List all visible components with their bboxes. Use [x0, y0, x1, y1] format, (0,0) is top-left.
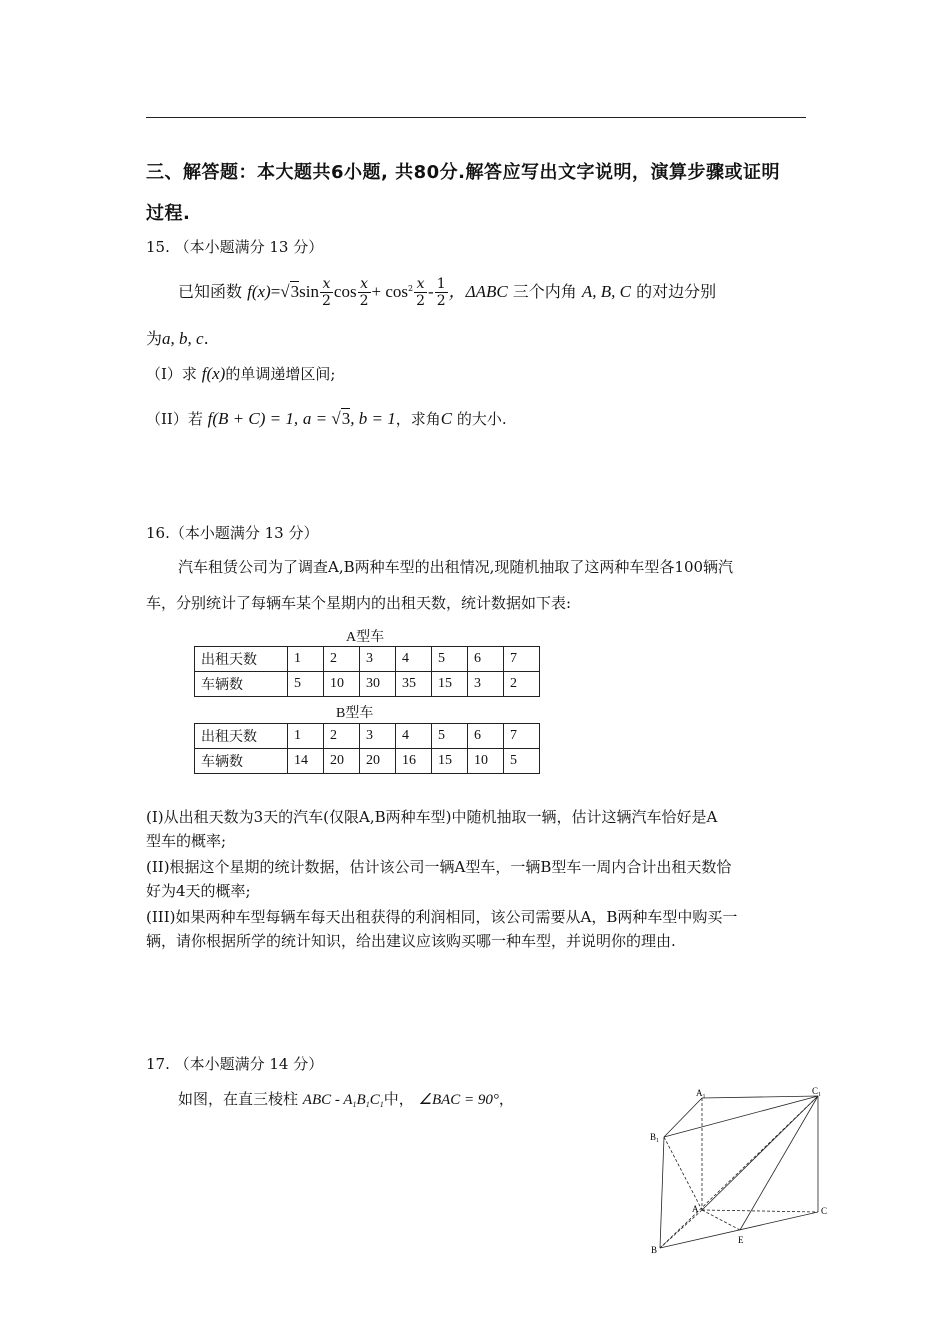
q15-function-line — [178, 276, 716, 309]
q15-part2 — [146, 408, 507, 429]
edge-AB — [660, 1210, 702, 1248]
label-A1 — [696, 1088, 706, 1100]
frac-den: 2 — [359, 293, 369, 309]
q15-sides: a, b, c — [162, 329, 204, 348]
q15-opp: 的对边分别 — [636, 282, 717, 301]
q17-sub: 1 — [365, 1100, 370, 1109]
q16-part3-line2: 辆，请你根据所学的统计知识，给出建议应该购买哪一种车型，并说明你的理由. — [146, 932, 676, 950]
q16-part2-line2: 好为4天的概率; — [146, 882, 251, 900]
table-b-caption: B型车 — [336, 706, 374, 721]
q17-prism — [303, 1092, 384, 1108]
table-cell: 20 — [360, 749, 396, 774]
q17-prism-c: C — [369, 1092, 380, 1108]
q15-frac-x2-b — [358, 276, 371, 309]
table-row — [195, 724, 540, 749]
label-C: C — [821, 1206, 828, 1216]
sqrt-symbol: √ — [331, 409, 341, 428]
table-cell: 6 — [468, 647, 504, 672]
q17-mid: 中， — [383, 1090, 414, 1108]
edge-B1A1 — [664, 1098, 702, 1137]
q15-part2-b: , b = 1 — [350, 409, 396, 428]
table-cell: 3 — [360, 647, 396, 672]
table-row — [195, 749, 540, 774]
q15-part1-fx: f(x) — [201, 364, 226, 383]
edge-B1A — [664, 1137, 702, 1210]
q15-plus-cos: + cos — [371, 282, 408, 301]
q15-part2-prefix: （II）若 — [146, 410, 203, 428]
table-cell: 20 — [324, 749, 360, 774]
edge-EC1 — [740, 1096, 818, 1230]
table-row — [195, 647, 540, 672]
q15-part2-suffix: 的大小. — [456, 410, 507, 428]
label-text: A — [696, 1088, 703, 1098]
frac-num: x — [414, 276, 427, 293]
q15-part1 — [146, 363, 335, 384]
q15-line2 — [146, 326, 209, 349]
table-cell: 7 — [504, 647, 540, 672]
q16-part1-line1: (I)从出租天数为3天的汽车(仅限A,B两种车型)中随机抽取一辆，估计这辆汽车恰好是A — [146, 808, 718, 826]
edge-B1C1 — [664, 1096, 818, 1137]
q17-sub: 1 — [352, 1100, 357, 1109]
table-cell: 5 — [288, 672, 324, 697]
section-title-line1: 三、解答题：本大题共6小题, 共80分.解答应写出文字说明，演算步骤或证明 — [146, 162, 781, 183]
sqrt-symbol: √ — [280, 282, 290, 301]
q15-header: 15. （本小题满分 13 分） — [146, 238, 324, 256]
table-cell: 出租天数 — [195, 724, 288, 749]
label-text: B — [650, 1132, 657, 1142]
frac-den: 2 — [321, 293, 331, 309]
label-E: E — [738, 1235, 744, 1245]
q15-cos: cos — [333, 282, 357, 301]
table-cell: 14 — [288, 749, 324, 774]
label-B1 — [650, 1132, 659, 1144]
table-cell: 7 — [504, 724, 540, 749]
q17-end: ， — [498, 1090, 514, 1108]
table-cell: 15 — [432, 749, 468, 774]
frac-num: x — [358, 276, 371, 293]
table-cell: 3 — [360, 724, 396, 749]
q17-angle: ∠BAC = 90° — [418, 1092, 499, 1108]
table-cell: 5 — [432, 647, 468, 672]
table-cell: 车辆数 — [195, 672, 288, 697]
q17-sub: 1 — [379, 1100, 384, 1109]
table-cell: 6 — [468, 724, 504, 749]
edge-AE — [702, 1210, 740, 1230]
edge-AC — [702, 1210, 818, 1212]
q17-prism-b: B — [356, 1092, 366, 1108]
q15-part2-sqrt: 3 — [341, 409, 351, 428]
frac-num: 1 — [436, 276, 446, 292]
q15-minus: - — [428, 282, 434, 301]
q15-sin: sin — [299, 282, 319, 301]
table-cell: 出租天数 — [195, 647, 288, 672]
table-cell: 车辆数 — [195, 749, 288, 774]
q15-frac-x2-c — [414, 276, 427, 309]
label-B: B — [651, 1245, 658, 1255]
q16-intro2: 车，分别统计了每辆车某个星期内的出租天数，统计数据如下表: — [146, 594, 572, 612]
q17-header: 17. （本小题满分 14 分） — [146, 1055, 324, 1073]
edge-AC1 — [702, 1096, 818, 1210]
q16-part1-line2: 型车的概率; — [146, 832, 227, 850]
label-sub: 1 — [818, 1092, 822, 1098]
table-cell: 30 — [360, 672, 396, 697]
table-cell: 5 — [432, 724, 468, 749]
table-row — [195, 672, 540, 697]
q15-part1-suffix: 的单调递增区间; — [225, 365, 336, 383]
q15-triangle: ，ΔABC — [448, 282, 508, 301]
edge-B1B — [660, 1137, 664, 1248]
table-b — [194, 723, 540, 774]
q15-line2-end: . — [203, 329, 209, 348]
table-cell: 10 — [324, 672, 360, 697]
table-a-caption: A型车 — [346, 630, 385, 645]
q16-part3-line1: (III)如果两种车型每辆车每天出租获得的利润相同，该公司需要从A，B两种车型中购买一 — [146, 908, 738, 926]
q15-intro-suffix: 三个内角 — [512, 282, 577, 301]
q15-fx: f(x) — [247, 282, 271, 301]
q15-part2-cond: f(B + C) = 1, — [207, 409, 299, 428]
q15-sqrt3: 3 — [290, 282, 300, 301]
q15-eq: = — [270, 282, 281, 301]
q17-prism-a: ABC - A — [302, 1092, 353, 1108]
q15-square: 2 — [408, 284, 414, 293]
section-title-line2: 过程. — [146, 203, 191, 224]
frac-num: x — [320, 276, 333, 293]
table-cell: 15 — [432, 672, 468, 697]
frac-den: 2 — [436, 293, 446, 309]
q15-frac-half — [435, 276, 448, 309]
table-cell: 4 — [396, 647, 432, 672]
q15-part2-C: C — [440, 409, 453, 428]
table-cell: 16 — [396, 749, 432, 774]
label-sub: 1 — [656, 1138, 660, 1144]
q17-intro-prefix: 如图，在直三棱柱 — [178, 1090, 299, 1108]
q15-part2-a: a = — [302, 409, 332, 428]
label-sub: 1 — [702, 1094, 706, 1100]
q17-intro — [178, 1088, 514, 1109]
top-rule — [146, 117, 806, 118]
q15-intro-prefix: 已知函数 — [178, 282, 243, 301]
table-cell: 10 — [468, 749, 504, 774]
table-cell: 1 — [288, 724, 324, 749]
table-cell: 2 — [324, 647, 360, 672]
label-A: A — [692, 1204, 699, 1214]
q15-part2-mid: ，求角 — [395, 410, 441, 428]
edge-BC1 — [660, 1096, 818, 1248]
table-cell: 2 — [324, 724, 360, 749]
table-cell: 5 — [504, 749, 540, 774]
table-cell: 4 — [396, 724, 432, 749]
edge-A1C1 — [702, 1096, 818, 1098]
q15-line2-prefix: 为 — [146, 329, 163, 348]
q15-part1-prefix: （I）求 — [146, 365, 197, 383]
q15-frac-x2-a — [320, 276, 333, 309]
prism-figure — [640, 1085, 840, 1265]
q16-part2-line1: (II)根据这个星期的统计数据，估计该公司一辆A型车，一辆B型车一周内合计出租天数恰 — [146, 858, 732, 876]
label-text: C — [812, 1086, 819, 1096]
table-cell: 2 — [504, 672, 540, 697]
q16-header: 16.（本小题满分 13 分） — [146, 524, 319, 542]
table-cell: 35 — [396, 672, 432, 697]
table-a — [194, 646, 540, 697]
frac-den: 2 — [416, 293, 426, 309]
table-cell: 3 — [468, 672, 504, 697]
table-cell: 1 — [288, 647, 324, 672]
q15-angles: A, B, C — [581, 282, 632, 301]
q16-intro1: 汽车租赁公司为了调查A,B两种车型的出租情况,现随机抽取了这两种车型各100辆汽 — [178, 558, 734, 576]
